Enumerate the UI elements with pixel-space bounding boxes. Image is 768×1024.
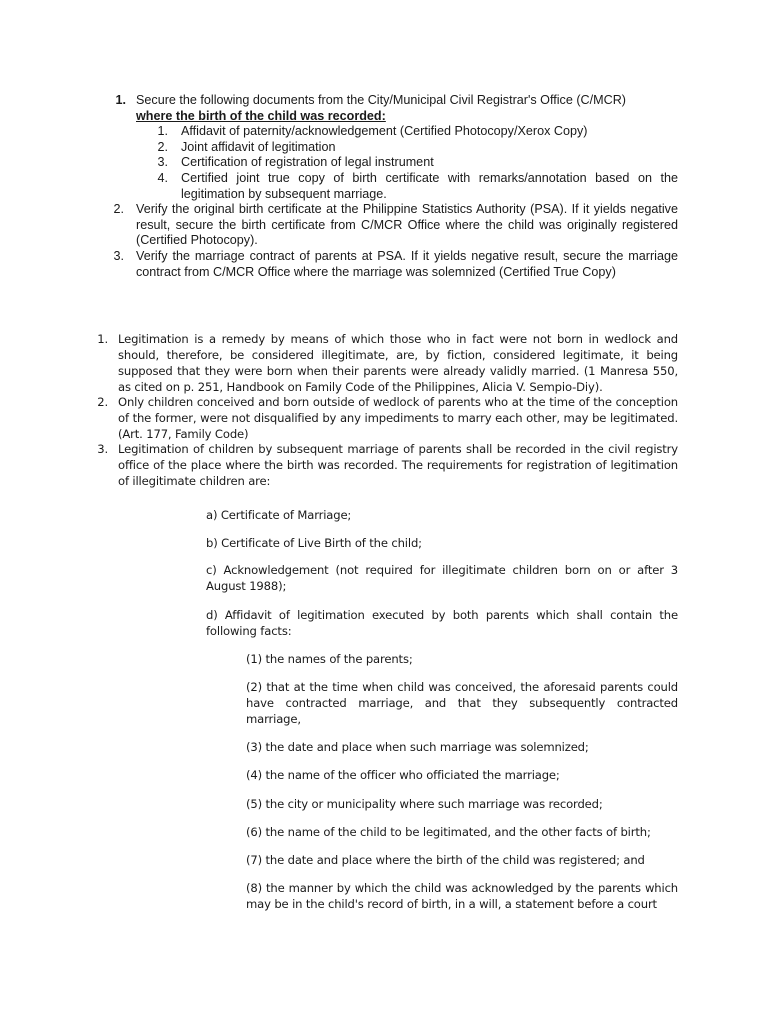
list-number: 2. — [113, 202, 124, 216]
fact-3: (3) the date and place when such marriage was solemnized; — [246, 740, 589, 754]
list-number: 3. — [97, 442, 108, 456]
fact-1: (1) the names of the parents; — [246, 652, 413, 666]
legal-note-text: Legitimation is a remedy by means of which those who in fact were not born in wedlock and should, therefore, be considered illegitimate, are, by fiction, considered legitimate, it being supposed that they were born when their parents were already validly married. (1 Manresa 550, as cited on p. 251, Handbook on Family Code of the Philippines, Alicia V. Sempio-Diy). — [118, 332, 678, 394]
list-number: 3. — [113, 249, 124, 263]
legal-note-text: Only children conceived and born outside of wedlock of parents who at the time of the conception of the former, were not disqualified by any impediments to marry each other, may be legitimated. (Art. 177, Family Code) — [118, 395, 678, 441]
procedure-item-1-text: Secure the following documents from the City/Municipal Civil Registrar's Office (C/MCR) — [136, 93, 626, 107]
sub-item-text: Affidavit of paternity/acknowledgement (Certified Photocopy/Xerox Copy) — [181, 124, 588, 138]
list-number: 1. — [115, 93, 126, 107]
list-number: 2. — [157, 140, 168, 154]
fact-2: (2) that at the time when child was conceived, the aforesaid parents could have contracted marriage, and that they subsequently contracted marriage, — [246, 680, 678, 726]
sub-item-text: Certification of registration of legal instrument — [181, 155, 434, 169]
procedure-text — [136, 93, 678, 124]
procedure-item-3-text: Verify the marriage contract of parents at PSA. If it yields negative result, secure the marriage contract from C/MCR Office where the marriage was solemnized (Certified True Copy) — [136, 249, 678, 279]
list-number: 3. — [157, 155, 168, 169]
requirement-b: b) Certificate of Live Birth of the child; — [206, 536, 422, 550]
list-number: 4. — [157, 171, 168, 185]
fact-4: (4) the name of the officer who officiated the marriage; — [246, 768, 560, 782]
list-number: 2. — [97, 395, 108, 409]
requirement-d: d) Affidavit of legitimation executed by both parents which shall contain the following facts: — [206, 608, 678, 638]
procedure-item-2-text: Verify the original birth certificate at the Philippine Statistics Authority (PSA). If it yields negative result, secure the birth certificate from C/MCR Office where the child was originally registered (Certified Photocopy). — [136, 202, 678, 248]
list-number: 1. — [97, 332, 108, 346]
requirement-c: c) Acknowledgement (not required for illegitimate children born on or after 3 August 1988); — [206, 563, 678, 593]
sub-item-text: Joint affidavit of legitimation — [181, 140, 336, 154]
sub-item-text: Certified joint true copy of birth certificate with remarks/annotation based on the legitimation by subsequent marriage. — [181, 171, 678, 201]
list-number: 1. — [157, 124, 168, 138]
fact-7: (7) the date and place where the birth of the child was registered; and — [246, 853, 645, 867]
emphasis-text: where the birth of the child was recorded: — [136, 108, 386, 123]
legal-note-text: Legitimation of children by subsequent marriage of parents shall be recorded in the civil registry office of the place where the birth was recorded. The requirements for registration of legitimation of illegitimate children are: — [118, 442, 678, 488]
fact-6: (6) the name of the child to be legitimated, and the other facts of birth; — [246, 825, 651, 839]
fact-5: (5) the city or municipality where such marriage was recorded; — [246, 797, 603, 811]
fact-8: (8) the manner by which the child was acknowledged by the parents which may be in the child's record of birth, in a will, a statement before a court — [246, 881, 678, 911]
requirement-a: a) Certificate of Marriage; — [206, 508, 352, 522]
